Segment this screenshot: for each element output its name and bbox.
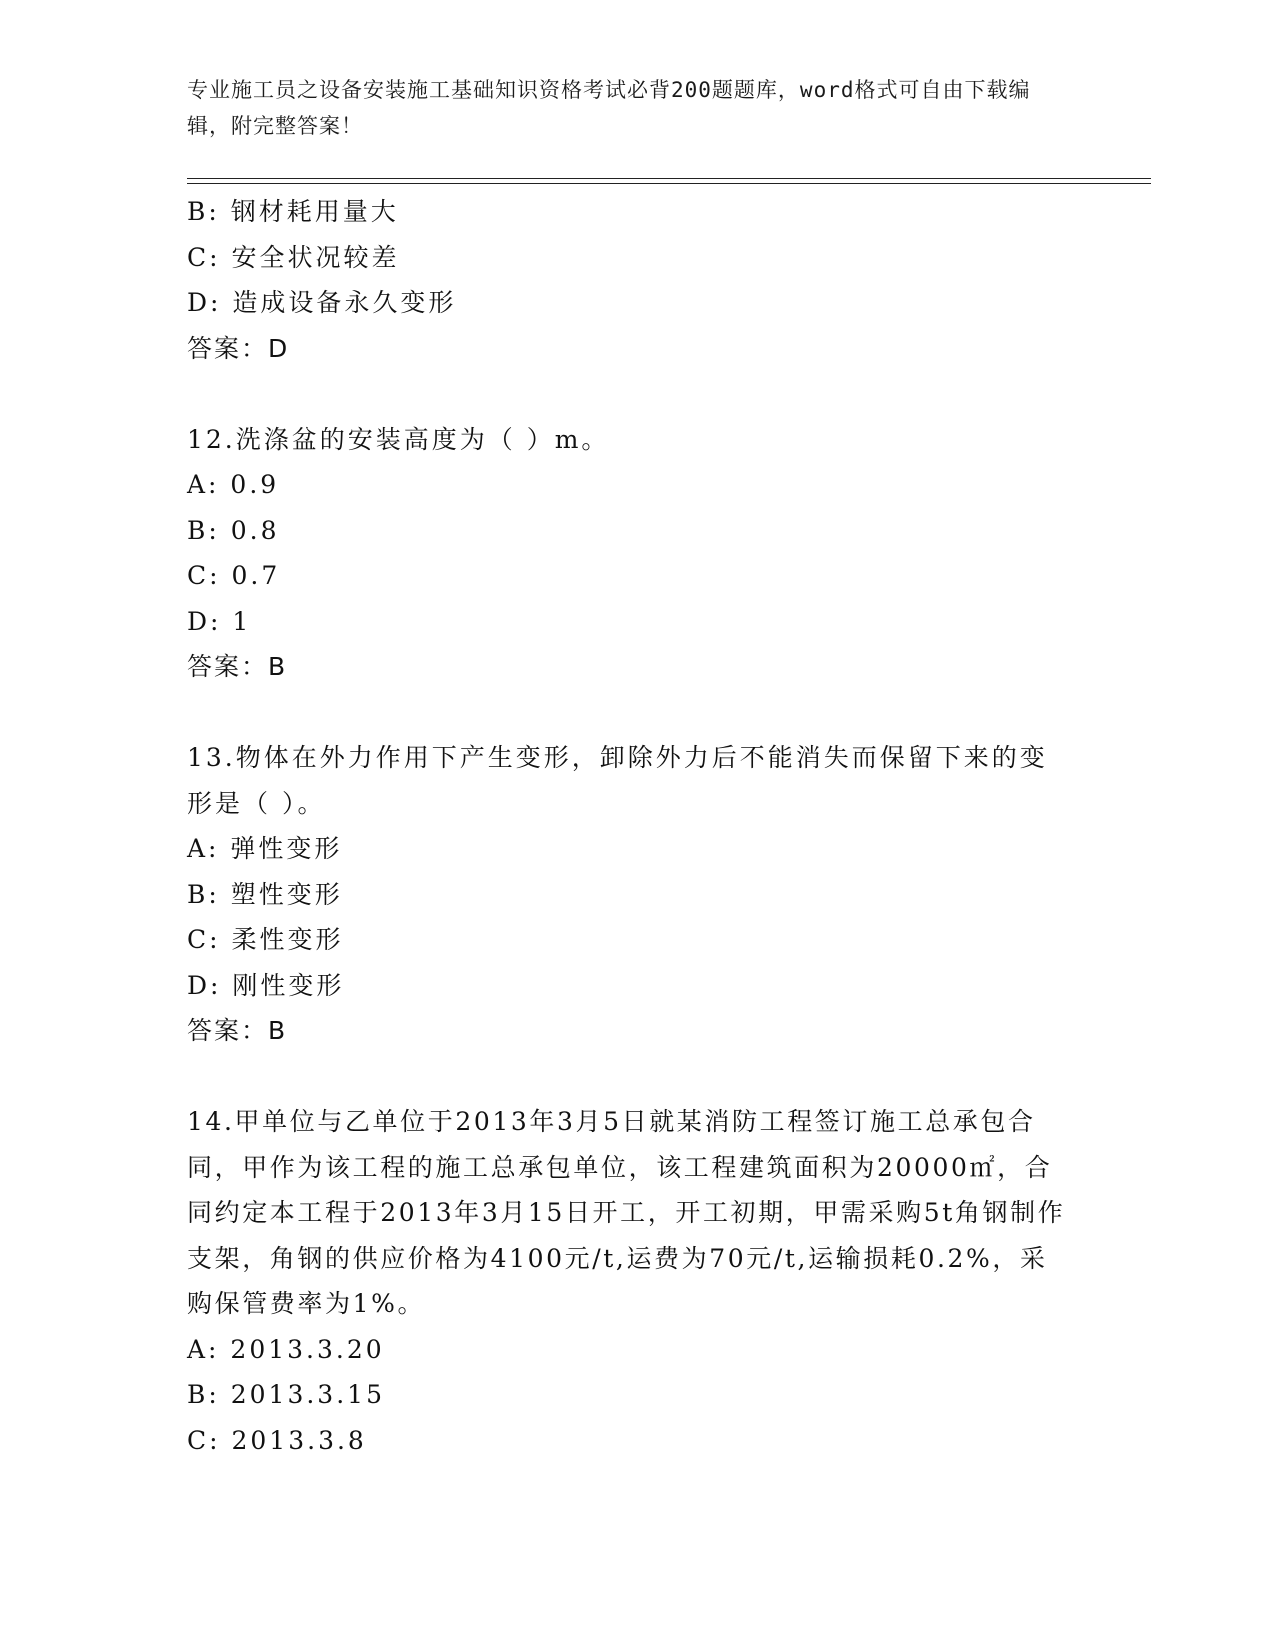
- answer-label: 答案：D: [187, 333, 290, 363]
- option-c: C: 安全状况较差: [187, 242, 400, 272]
- option-d: D: 刚性变形: [187, 970, 345, 1000]
- option-c: C: 柔性变形: [187, 925, 344, 954]
- spacer: [187, 690, 1067, 736]
- option-a: A: 弹性变形: [187, 834, 343, 863]
- question-13: [187, 735, 1067, 1054]
- option-a: A: 2013.3.20: [187, 1334, 385, 1364]
- option-c: C: 0.7: [187, 561, 281, 590]
- question-12: [187, 417, 1067, 690]
- question-14: [187, 1099, 1067, 1463]
- header-divider-top: [187, 178, 1151, 179]
- option-b: B: 2013.3.15: [187, 1380, 385, 1409]
- answer-label: 答案：B: [187, 1016, 288, 1045]
- question-text: 12.洗涤盆的安装高度为（ ）m。: [187, 424, 610, 454]
- option-b: B: 塑性变形: [187, 879, 343, 909]
- document-header: 专业施工员之设备安装施工基础知识资格考试必背200题题库，word格式可自由下载编辑，附完整答案！: [187, 78, 1031, 138]
- header-divider-bottom: [187, 183, 1151, 184]
- option-c: C: 2013.3.8: [187, 1425, 367, 1455]
- question-text: 13.物体在外力作用下产生变形，卸除外力后不能消失而保留下来的变形是（ ）。: [187, 743, 1048, 818]
- question-11-continued: [187, 189, 1067, 371]
- spacer: [187, 371, 1067, 417]
- spacer: [187, 1054, 1067, 1100]
- option-a: A: 0.9: [187, 470, 280, 499]
- option-b: B: 0.8: [187, 515, 280, 545]
- answer-label: 答案：B: [187, 652, 288, 681]
- option-d: D: 造成设备永久变形: [187, 288, 457, 317]
- question-text: 14.甲单位与乙单位于2013年3月5日就某消防工程签订施工总承包合同，甲作为该工程的施工总承包单位，该工程建筑面积为20000㎡，合同约定本工程于2013年3月15日开工，开工初期，甲需采购5t角钢制作支架，角钢的供应价格为4100元/t,运费为70元/t,运输损耗0.2%，采购保管费率为1%。: [187, 1107, 1066, 1318]
- question-list: [187, 189, 1067, 1463]
- option-d: D: 1: [187, 606, 252, 636]
- option-b: B: 钢材耗用量大: [187, 197, 399, 226]
